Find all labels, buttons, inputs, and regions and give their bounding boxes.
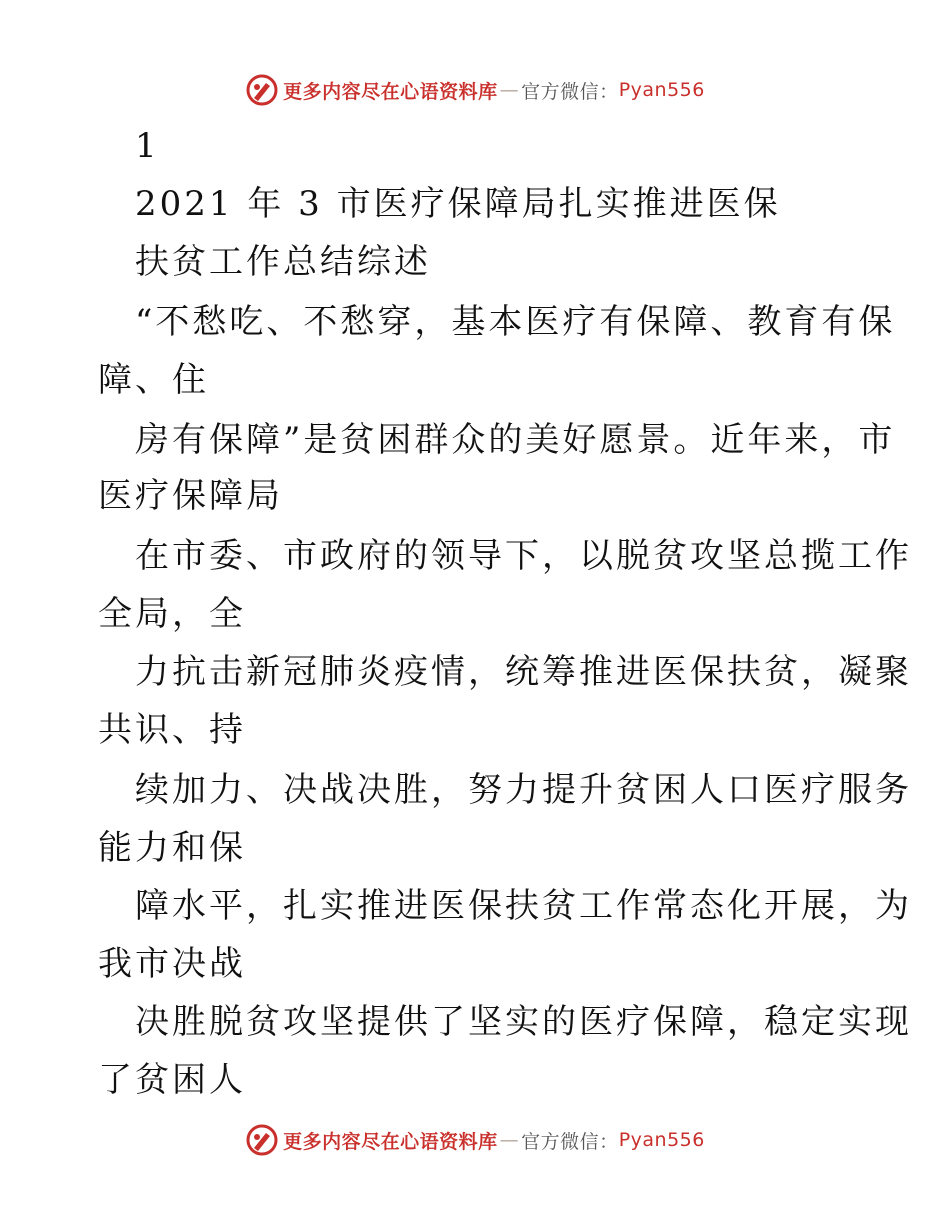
watermark-wechat-id: Pyan556 (618, 1129, 705, 1151)
watermark-brand: 更多内容尽在心语资料库 (283, 80, 498, 103)
body-line: 障、住 (98, 360, 209, 400)
body-line: “不愁吃、不愁穿，基本医疗有保障、教育有保 (135, 302, 896, 342)
body-line: 续加力、决战决胜，努力提升贫困人口医疗服务 (135, 770, 912, 810)
body-line: 医疗保障局 (98, 476, 283, 516)
body-line: 力抗击新冠肺炎疫情，统筹推进医保扶贫，凝聚 (135, 652, 912, 692)
body-line: 房有保障”是贫困群众的美好愿景。近年来，市 (135, 420, 896, 460)
footer-watermark (0, 1120, 950, 1160)
body-line: 决胜脱贫攻坚提供了坚实的医疗保障，稳定实现 (135, 1002, 912, 1042)
watermark-brand: 更多内容尽在心语资料库 (283, 1130, 498, 1153)
document-title-line-2: 扶贫工作总结综述 (135, 242, 431, 282)
watermark-official-label: 官方微信： (521, 80, 619, 103)
page-number: 1 (135, 126, 160, 166)
watermark-official-label: 官方微信： (521, 1130, 619, 1153)
body-line: 在市委、市政府的领导下，以脱贫攻坚总揽工作 (135, 536, 912, 576)
body-line: 共识、持 (98, 710, 246, 750)
body-line: 能力和保 (98, 828, 246, 868)
watermark-separator: — (499, 1129, 520, 1151)
pen-seal-icon (245, 1123, 279, 1157)
watermark-separator: — (499, 79, 520, 101)
document-title-line-1: 2021 年 3 市医疗保障局扎实推进医保 (135, 184, 781, 224)
body-line: 障水平，扎实推进医保扶贫工作常态化开展，为 (135, 886, 912, 926)
body-line: 全局，全 (98, 594, 246, 634)
watermark-wechat-id: Pyan556 (618, 79, 705, 101)
body-line: 了贫困人 (98, 1060, 246, 1100)
body-line: 我市决战 (98, 944, 246, 984)
